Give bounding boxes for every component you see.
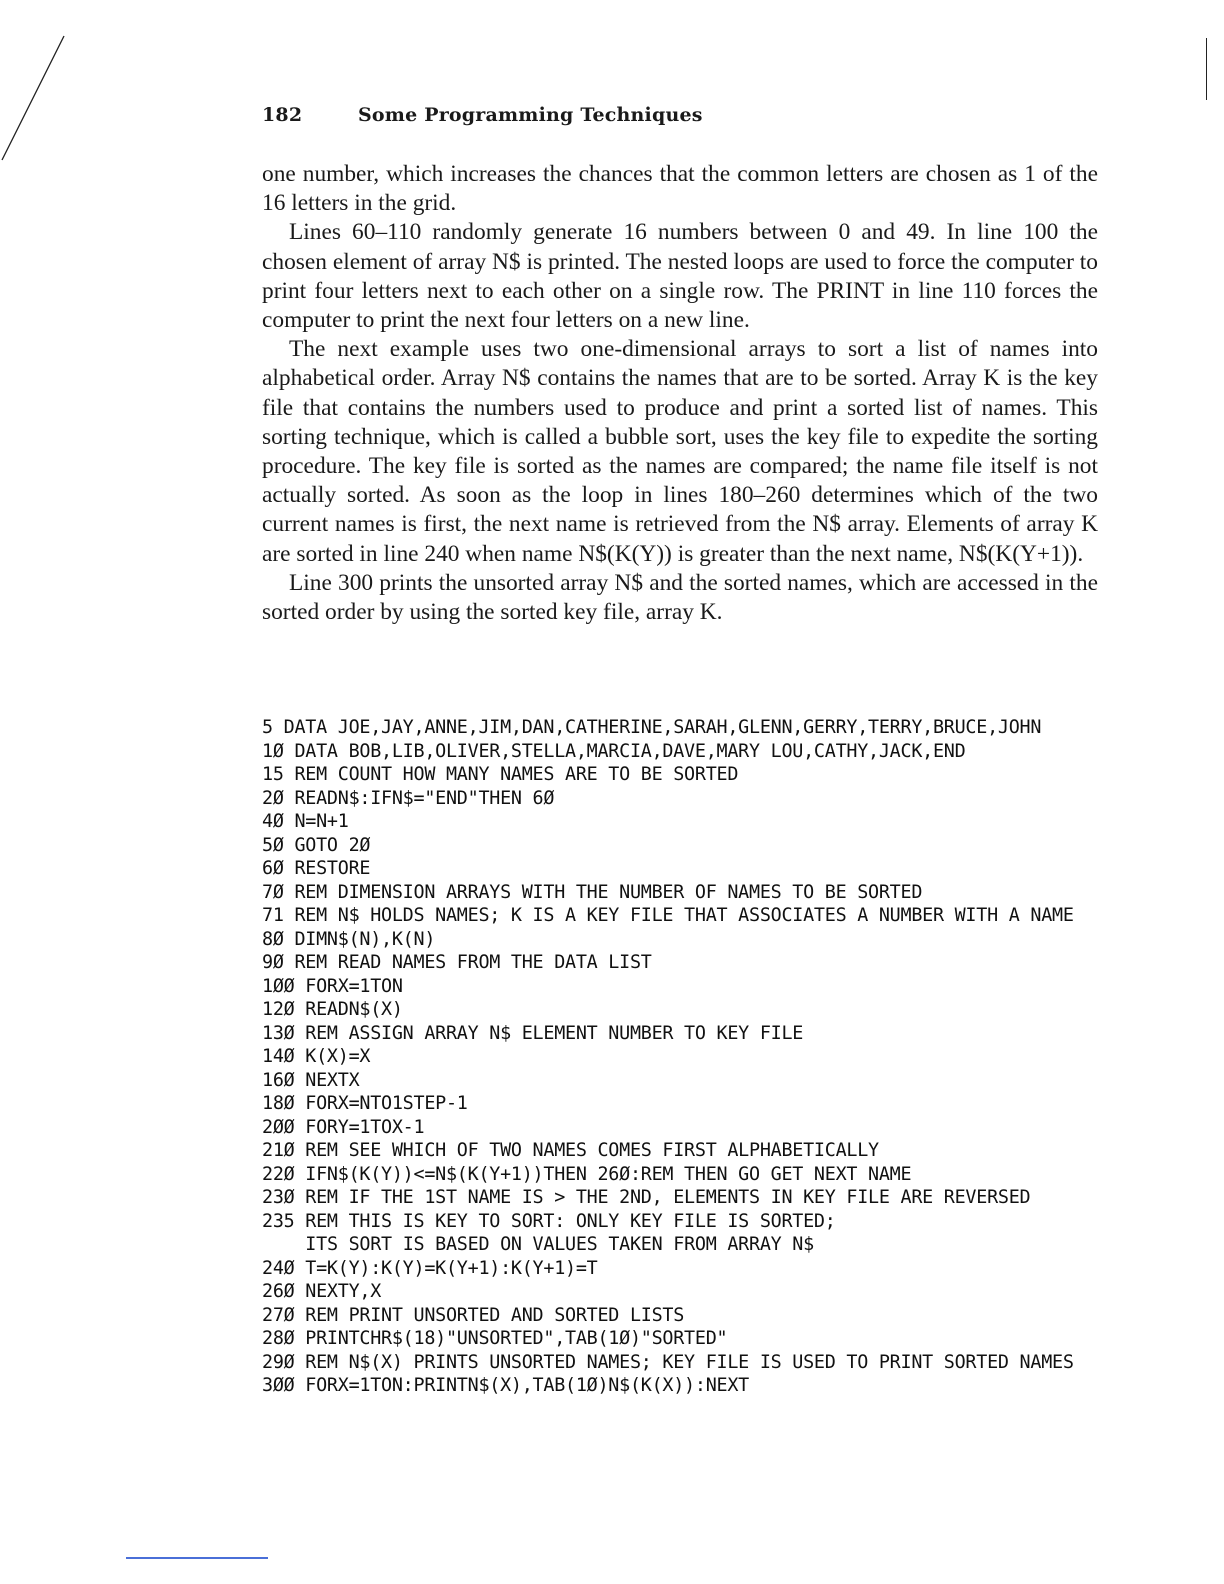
code-line: 27Ø REM PRINT UNSORTED AND SORTED LISTS [262,1304,685,1326]
code-line: 28Ø PRINTCHR$(18)"UNSORTED",TAB(1Ø)"SORTED" [262,1328,728,1349]
code-line: 6Ø RESTORE [262,858,371,879]
code-line: 24Ø T=K(Y):K(Y)=K(Y+1):K(Y+1)=T [262,1257,598,1279]
code-line: 8Ø DIMN$(N),K(N) [262,928,436,950]
code-line: 9Ø REM READ NAMES FROM THE DATA LIST [262,952,652,973]
code-line: 2ØØ FORY=1TOX-1 [262,1116,425,1138]
code-line: 1ØØ FORX=1TON [262,975,403,997]
code-line: 16Ø NEXTX [262,1069,360,1091]
code-line: 21Ø REM SEE WHICH OF TWO NAMES COMES FIRST ALPHABETICALLY [262,1140,879,1161]
code-line: 1Ø DATA BOB,LIB,OLIVER,STELLA,MARCIA,DAVE,MARY LOU,CATHY,JACK,END [262,740,966,762]
code-line: 3ØØ FORX=1TON:PRINTN$(X),TAB(1Ø)N$(K(X)):NEXT [262,1375,749,1396]
code-line: 5Ø GOTO 2Ø [262,834,371,856]
code-line: 12Ø READN$(X) [262,999,403,1020]
code-line: 23Ø REM IF THE 1ST NAME IS > THE 2ND, ELEMENTS IN KEY FILE ARE REVERSED [262,1187,1031,1208]
running-head [262,104,703,126]
scan-edge-line-icon [0,0,70,170]
code-line: 15 REM COUNT HOW MANY NAMES ARE TO BE SORTED [262,764,739,785]
code-line: 22Ø IFN$(K(Y))<=N$(K(Y+1))THEN 26Ø:REM THEN GO GET NEXT NAME [262,1163,912,1185]
paragraph: The next example uses two one-dimensional arrays to sort a list of names into alphabetical order. Array N$ contains the names that are to be sorted. Array K is the key file that contains the numbers used to produce and print a sorted list of names. This sorting technique, which is called a bubble sort, uses the key file to expedite the sorting procedure. The key file is sorted as the names are compared; the name file itself is not actually sorted. As soon as the loop in lines 180–260 determines which of the two current names is first, the next name is retrieved from the N$ array. Elements of array K are sorted in line 240 when name N$(K(Y)) is greater than the next name, N$(K(Y+1)). [262,336,1098,567]
code-line: 14Ø K(X)=X [262,1046,371,1067]
paragraph: one number, which increases the chances that the common letters are chosen as 1 of the 16 letters in the grid. [262,161,1098,217]
code-line: 71 REM N$ HOLDS NAMES; K IS A KEY FILE THAT ASSOCIATES A NUMBER WITH A NAME [262,905,1074,926]
code-line: 18Ø FORX=NTO1STEP-1 [262,1093,468,1114]
code-line: 235 REM THIS IS KEY TO SORT: ONLY KEY FILE IS SORTED; [262,1210,836,1232]
code-line: 4Ø N=N+1 [262,811,349,832]
paragraph: Line 300 prints the unsorted array N$ and the sorted names, which are accessed in the sorted order by using the sorted key file, array K. [262,569,1098,626]
scan-edge-mark-icon [1206,38,1207,100]
code-line: 7Ø REM DIMENSION ARRAYS WITH THE NUMBER OF NAMES TO BE SORTED [262,881,923,903]
code-line: 26Ø NEXTY,X [262,1281,382,1302]
scan-underline-mark [126,1557,268,1559]
code-line: 5 DATA JOE,JAY,ANNE,JIM,DAN,CATHERINE,SARAH,GLENN,GERRY,TERRY,BRUCE,JOHN [262,717,1042,738]
body-text [262,160,1098,627]
code-line: ITS SORT IS BASED ON VALUES TAKEN FROM ARRAY N$ [262,1234,814,1255]
code-line: 2Ø READN$:IFN$="END"THEN 6Ø [262,787,555,809]
code-line: 13Ø REM ASSIGN ARRAY N$ ELEMENT NUMBER TO KEY FILE [262,1022,804,1044]
page-number: 182 [262,104,303,126]
paragraph: Lines 60–110 randomly generate 16 numbers between 0 and 49. In line 100 the chosen element of array N$ is printed. The nested loops are used to force the computer to print four letters next to each other on a single row. The PRINT in line 110 forces the computer to print the next four letters on a new line. [262,219,1098,334]
code-line: 29Ø REM N$(X) PRINTS UNSORTED NAMES; KEY FILE IS USED TO PRINT SORTED NAMES [262,1351,1074,1373]
basic-program-listing [262,716,1112,1398]
chapter-title: Some Programming Techniques [358,104,703,126]
